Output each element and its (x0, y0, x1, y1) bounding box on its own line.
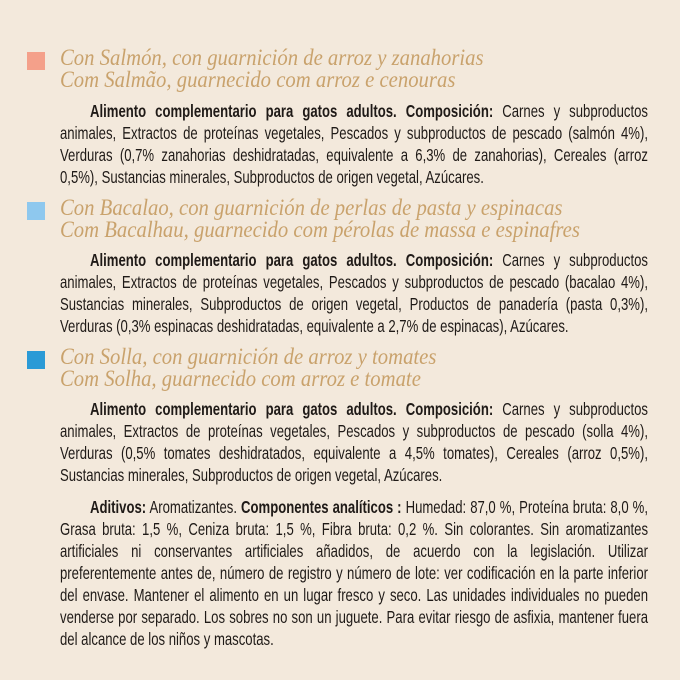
title-es: Con Salmón, con guarnición de arroz y zanahorias (60, 45, 484, 70)
comp-label: Composición: (405, 101, 494, 121)
title-es: Con Solla, con guarnición de arroz y tomates (60, 344, 437, 369)
comp-label: Composición: (405, 250, 494, 270)
additives-label: Aditivos: (90, 497, 147, 517)
title-es: Con Bacalao, con guarnición de perlas de pasta y espinacas (60, 195, 563, 220)
cod-color-swatch (27, 202, 45, 220)
salmon-color-swatch (27, 52, 45, 70)
lead: Alimento complementario para gatos adultos. (90, 399, 397, 419)
lead: Alimento complementario para gatos adultos. (90, 250, 397, 270)
title-pt: Com Bacalhau, guarnecido com pérolas de massa e espinafres (60, 217, 580, 242)
composition-text: Carnes y subproductos animales, Extractos de proteínas vegetales, Pescados y subproductos de pescado (solla 4%), Verduras (0,5% tomates deshidratados, equivalente a 4,5% tomates), Cereales (arroz 0,5%), Sustancias minerales, Subproductos de origen vegetal, Azúcares. (60, 399, 648, 485)
composition-text: Carnes y subproductos animales, Extractos de proteínas vegetales, Pescados y subproductos de pescado (salmón 4%), Verduras (0,7% zanahorias deshidratadas, equivalente a 6,3% de zanahorias), Cereales (arroz 0,5%), Sustancias minerales, Subproductos de origen vegetal, Azúcares. (60, 101, 648, 187)
composition-cod (60, 249, 648, 337)
section-title-salmon (60, 47, 484, 91)
composition-plaice (60, 398, 648, 486)
composition-text: Carnes y subproductos animales, Extractos de proteínas vegetales, Pescados y subproductos de pescado (bacalao 4%), Sustancias minerales, Subproductos de origen vegetal, Productos de panadería (pasta 0,3%), Verduras (0,3% espinacas deshidratadas, equivalente a 2,7% de espinacas), Azúcares. (60, 250, 648, 336)
title-pt: Com Solha, guarnecido com arroz e tomate (60, 366, 421, 391)
analytic-label: Componentes analíticos : (241, 497, 402, 517)
composition-salmon (60, 100, 648, 188)
section-title-plaice (60, 346, 436, 390)
additives-text: Aromatizantes. (149, 497, 238, 517)
additives-block (60, 496, 648, 650)
title-pt: Com Salmão, guarnecido com arroz e cenouras (60, 67, 456, 92)
analytic-text: Humedad: 87,0 %, Proteína bruta: 8,0 %, Grasa bruta: 1,5 %, Ceniza bruta: 1,5 %, Fibra bruta: 0,2 %. Sin colorantes. Sin aromatizantes artificiales ni conservantes artificiales añadidos, de acuerdo con la legislación. Utilizar preferentemente antes de, número de registro y número de lote: ver codificación en la parte inferior del envase. Mantener el alimento en un lugar fresco y seco. Las unidades individuales no pueden venderse por separado. Los sobres no son un juguete. Para evitar riesgo de asfixia, mantener fuera del alcance de los niños y mascotas. (60, 497, 648, 649)
section-title-cod (60, 197, 580, 241)
plaice-color-swatch (27, 351, 45, 369)
comp-label: Composición: (405, 399, 494, 419)
lead: Alimento complementario para gatos adultos. (90, 101, 397, 121)
